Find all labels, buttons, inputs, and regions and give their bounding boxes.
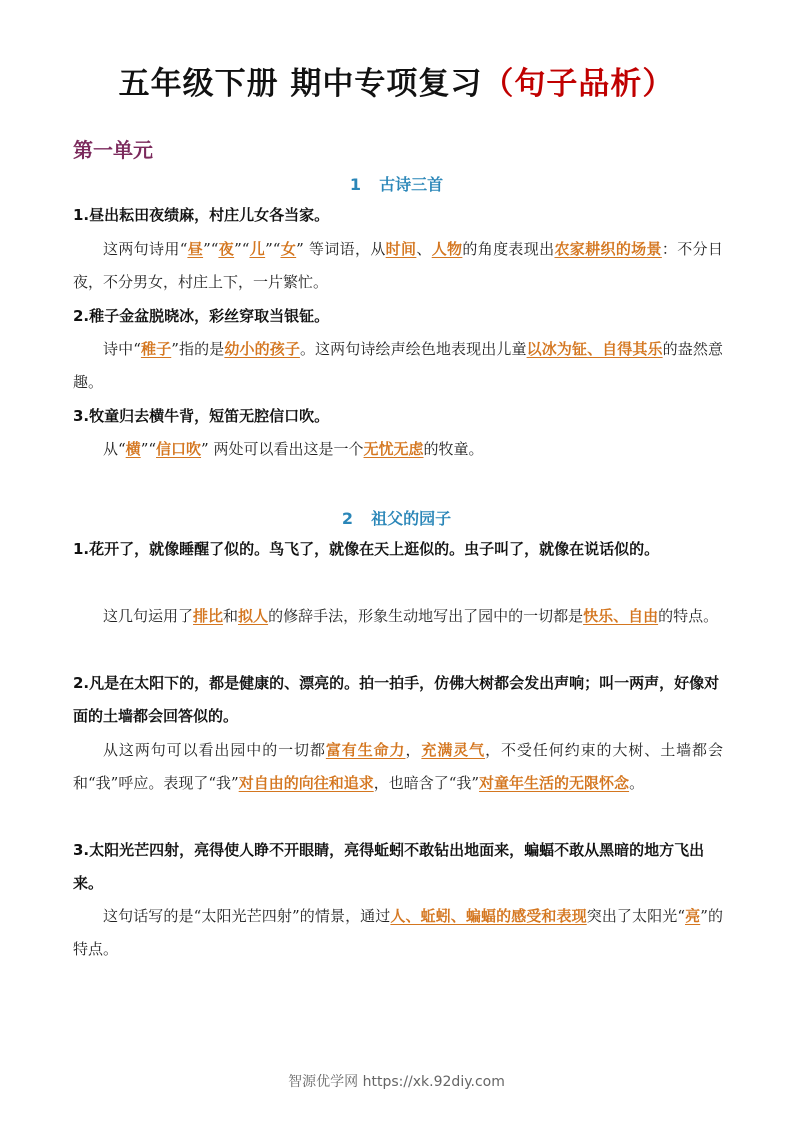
keyword-highlight: 农家耕织的场景 [554,240,662,258]
analysis-paragraph [73,433,723,466]
question-sentence: 3.牧童归去横牛背，短笛无腔信口吹。 [73,407,330,425]
footer-watermark: 智源优学网 https://xk.92diy.com [288,1074,505,1090]
analysis-paragraph [73,333,723,399]
analysis-text: ， [405,741,422,759]
analysis-text: ”“ [203,240,219,258]
question-sentence: 2.凡是在太阳下的，都是健康的、漂亮的。拍一拍手，仿佛大树都会发出声响；叫一两声，好像对面的土墙都会回答似的。 [73,674,720,725]
question-sentence: 3.太阳光芒四射，亮得使人睁不开眼睛，亮得蚯蚓不敢钻出地面来，蝙蝠不敢从黑暗的地方飞出来。 [73,841,705,892]
analysis-text: 从“ [103,440,126,458]
lesson-number: 2 [341,509,354,528]
analysis-text: 。这两句诗绘声绘色地表现出儿童 [299,340,527,358]
keyword-highlight: 亮 [685,907,701,925]
analysis-text: 这句话写的是“太阳光芒四射”的情景，通过 [103,907,391,925]
analysis-text: ”“ [234,240,250,258]
analysis-text: 。 [629,774,645,792]
analysis-text: ”的特点。 [73,907,723,958]
keyword-highlight: 女 [280,240,297,258]
keyword-highlight: 横 [125,440,141,458]
analysis-text: ” 等词语，从 [296,240,386,258]
analysis-text: 的盎然意趣。 [73,340,723,391]
keyword-highlight: 时间 [385,240,417,258]
analysis-text: 这两句诗用“ [103,240,188,258]
question-sentence: 2.稚子金盆脱晓冰，彩丝穿取当银钲。 [73,307,330,325]
analysis-text: ，也暗含了“我” [373,774,480,792]
lesson-name: 祖父的园子 [371,509,452,528]
keyword-highlight: 充满灵气 [421,741,486,759]
keyword-highlight: 富有生命力 [325,741,406,759]
analysis-paragraph [73,233,723,299]
analysis-text: 的特点。 [658,607,719,625]
analysis-text: 的修辞手法，形象生动地写出了园中的一切都是 [268,607,584,625]
analysis-text: 的牧童。 [423,440,484,458]
lesson-name: 古诗三首 [379,175,444,194]
keyword-highlight: 人物 [431,240,463,258]
analysis-text: 的角度表现出 [462,240,555,258]
analysis-text: 和 [223,607,239,625]
question-sentence: 1.昼出耘田夜绩麻，村庄儿女各当家。 [73,206,330,224]
analysis-paragraph [73,600,723,633]
analysis-text: ”“ [140,440,157,458]
page-title [0,58,793,103]
analysis-text: 、 [416,240,432,258]
title-subtitle: （句子品析） [482,66,675,102]
analysis-paragraph [73,734,723,800]
keyword-highlight: 对自由的向往和追求 [238,774,374,792]
analysis-text: ” 两处可以看出这是一个 [201,440,364,458]
keyword-highlight: 夜 [218,240,235,258]
keyword-highlight: 昼 [187,240,204,258]
keyword-highlight: 快乐、自由 [583,607,659,625]
analysis-text: ，不受任何约束的大树、土墙都会和“我”呼应。表现了“我” [73,741,723,792]
keyword-highlight: 信口吹 [156,440,202,458]
analysis-text: ”指的是 [171,340,225,358]
analysis-text: 突出了太阳光“ [586,907,685,925]
title-main: 五年级下册 期中专项复习 [118,66,483,102]
lesson-heading [0,506,793,529]
keyword-highlight: 拟人 [238,607,269,625]
question-sentence: 1.花开了，就像睡醒了似的。鸟飞了，就像在天上逛似的。虫子叫了，就像在说话似的。 [73,540,660,558]
keyword-highlight: 人、蚯蚓、蝙蝠的感受和表现 [390,907,587,925]
unit-heading: 第一单元 [73,138,153,162]
lesson-heading [0,172,793,195]
lesson-number: 1 [349,175,362,194]
analysis-text: 从这两句可以看出园中的一切都 [103,741,326,759]
keyword-highlight: 以冰为钲、自得其乐 [526,340,663,358]
analysis-text: ：不分日夜，不分男女，村庄上下，一片繁忙。 [73,240,723,291]
keyword-highlight: 无忧无虑 [363,440,424,458]
analysis-text: 诗中“ [103,340,141,358]
analysis-paragraph [73,900,723,966]
analysis-text: 这几句运用了 [103,607,194,625]
keyword-highlight: 对童年生活的无限怀念 [479,774,630,792]
analysis-text: ”“ [265,240,281,258]
keyword-highlight: 幼小的孩子 [224,340,300,358]
keyword-highlight: 排比 [193,607,224,625]
keyword-highlight: 儿 [249,240,266,258]
keyword-highlight: 稚子 [140,340,172,358]
